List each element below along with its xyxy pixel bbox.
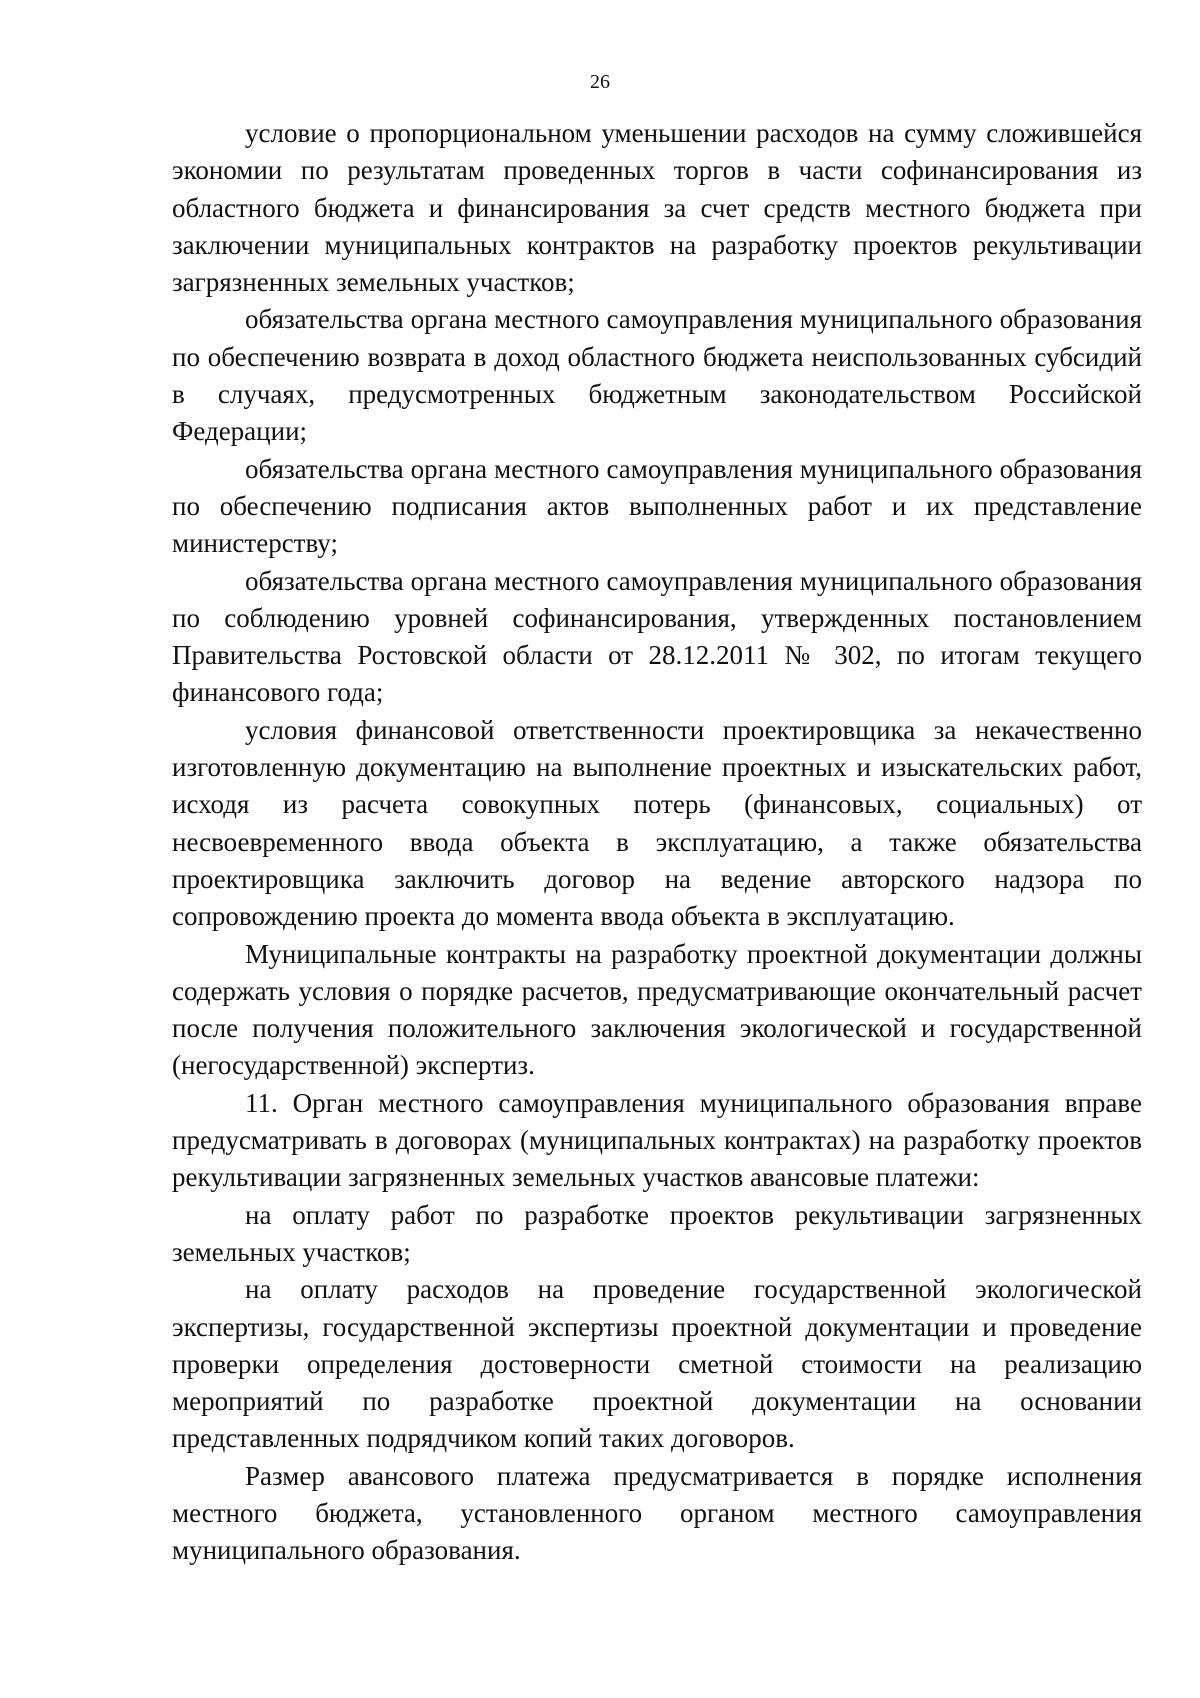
paragraph-advance-expertise: на оплату расходов на проведение государственной экологической экспертизы, государственной экспертизы проектной документации и проведение проверки определения достоверности сметной стоимости на реализацию мероприятий по разработке проектной документации на основании представленных подрядчиком копий таких договоров. bbox=[172, 1274, 1142, 1454]
document-body bbox=[172, 115, 1142, 1570]
paragraph-advance-amount: Размер авансового платежа предусматривается в порядке исполнения местного бюджета, установленного органом местного самоуправления муниципального образования. bbox=[172, 1460, 1142, 1566]
paragraph-cofinancing-levels: обязательства органа местного самоуправления муниципального образования по соблюдению уровней софинансирования, утвержденных постановлением Правительства Ростовской области от 28.12.2011 № 302, по итогам текущего финансового года; bbox=[172, 565, 1142, 708]
paragraph-designer-liability: условия финансовой ответственности проектировщика за некачественно изготовленную документацию на выполнение проектных и изыскательских работ, исходя из расчета совокупных потерь (финансовых, социальных) от несвоевременного ввода объекта в эксплуатацию, а также обязательства проектировщика заключить договор на ведение авторского надзора по сопровождению проекта до момента ввода объекта в эксплуатацию. bbox=[172, 714, 1142, 932]
paragraph-acts-signing: обязательства органа местного самоуправления муниципального образования по обеспечению подписания актов выполненных работ и их представление министерству; bbox=[172, 453, 1142, 559]
paragraph-municipal-contracts: Муниципальные контракты на разработку проектной документации должны содержать условия о порядке расчетов, предусматривающие окончательный расчет после получения положительного заключения экологической и государственной (негосударственной) экспертиз. bbox=[172, 938, 1142, 1081]
paragraph-subsidy-return: обязательства органа местного самоуправления муниципального образования по обеспечению возврата в доход областного бюджета неиспользованных субсидий в случаях, предусмотренных бюджетным законодательством Российской Федерации; bbox=[172, 304, 1142, 447]
paragraph-section-11: 11. Орган местного самоуправления муниципального образования вправе предусматривать в договорах (муниципальных контрактах) на разработку проектов рекультивации загрязненных земельных участков авансовые платежи: bbox=[172, 1087, 1142, 1193]
paragraph-proportional-reduction: условие о пропорциональном уменьшении расходов на сумму сложившейся экономии по результатам проведенных торгов в части софинансирования из областного бюджета и финансирования за счет средств местного бюджета при заключении муниципальных контрактов на разработку проектов рекультивации загрязненных земельных участков; bbox=[172, 118, 1142, 298]
paragraph-advance-works: на оплату работ по разработке проектов рекультивации загрязненных земельных участков; bbox=[172, 1199, 1142, 1267]
page-number: 26 bbox=[590, 71, 610, 93]
